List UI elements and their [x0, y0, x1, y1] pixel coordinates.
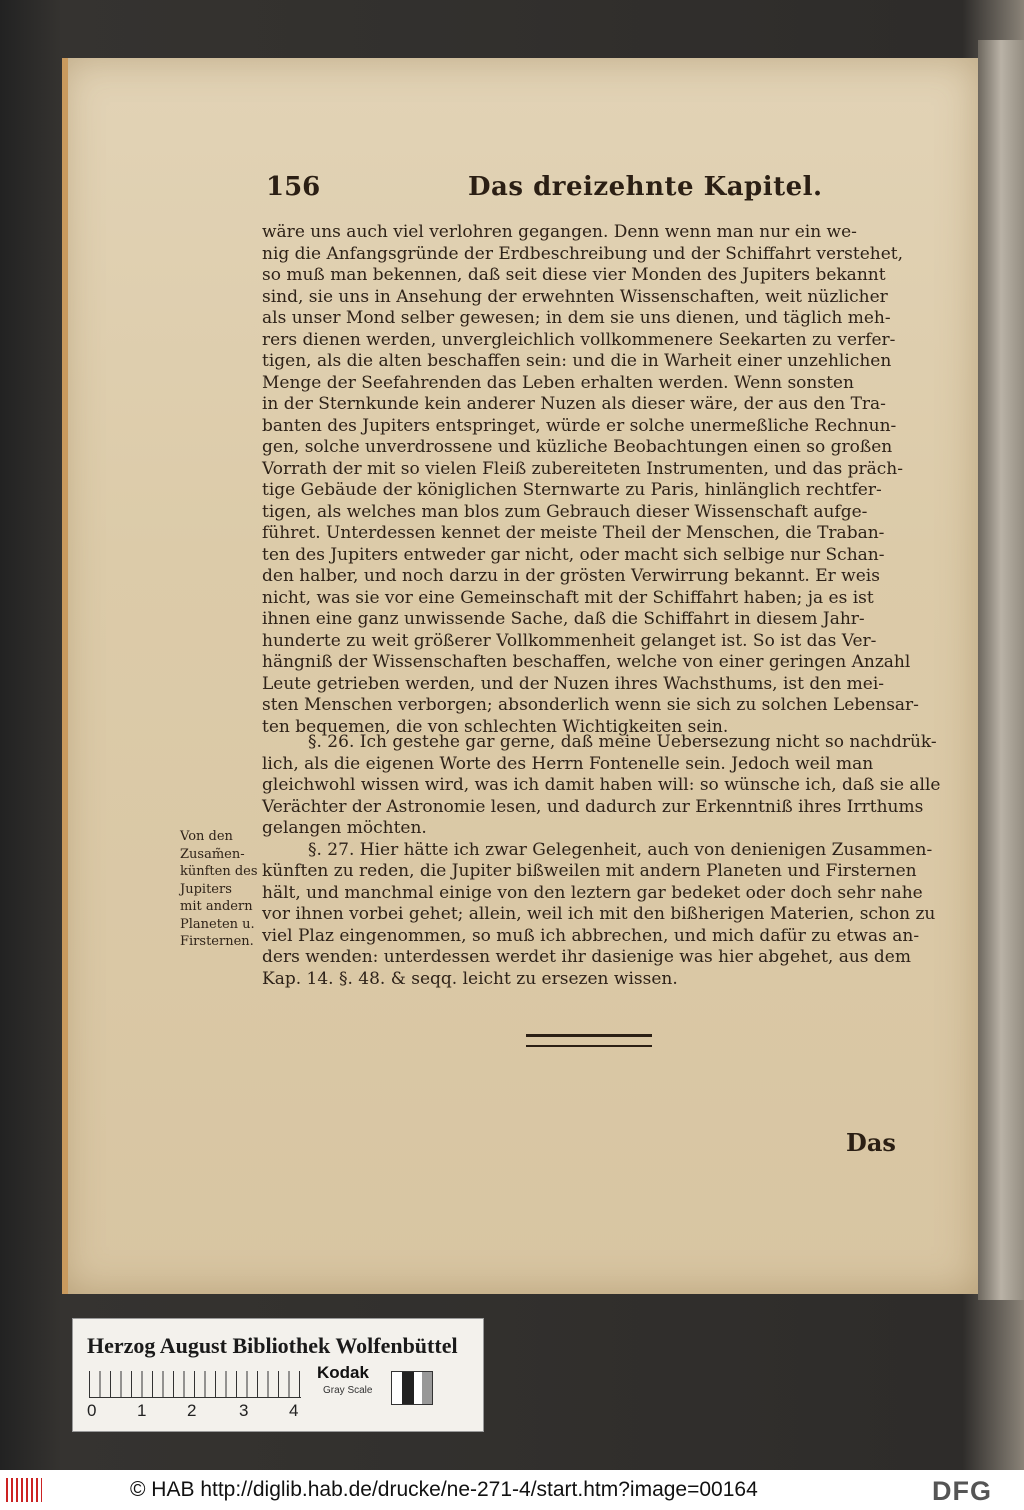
text-line: nicht, was sie vor eine Gemeinschaft mit der Schiffahrt haben; ja es ist — [262, 587, 874, 608]
text-line: hängniß der Wissenschaften beschaffen, welche von einer geringen Anzahl — [262, 652, 911, 672]
gray-scale-label: Gray Scale — [323, 1385, 373, 1396]
scale-ruler — [89, 1371, 301, 1398]
text-line: ten des Jupiters entweder gar nicht, oder macht sich selbige nur Schan- — [262, 544, 885, 565]
ruler-number: 1 — [137, 1401, 147, 1420]
text-line: ten bequemen, die von schlechten Wichtigkeiten sein. — [262, 716, 729, 737]
text-line: tige Gebäude der königlichen Sternwarte zu Paris, hinlänglich rechtfer- — [262, 480, 882, 500]
text-line: viel Plaz eingenommen, so muß ich abbrechen, und mich dafür zu etwas an- — [262, 925, 920, 946]
text-line: §. 26. Ich gestehe gar gerne, daß meine Uebersezung nicht so nachdrük- — [308, 732, 937, 752]
hab-logo-icon — [6, 1478, 42, 1502]
text-line: hunderte zu weit größerer Vollkommenheit gelanget ist. So ist das Ver- — [262, 630, 877, 651]
text-line: Kap. 14. §. 48. & seqq. leicht zu ersezen wissen. — [262, 968, 678, 989]
marginal-line: mit andern — [180, 899, 253, 914]
library-color-card — [72, 1318, 484, 1432]
marginal-line: Zusam̃en- — [180, 846, 245, 862]
text-line: tigen, als welches man blos zum Gebrauch dieser Wissenschaft aufge- — [262, 501, 868, 522]
marginal-line: künften des — [180, 864, 258, 879]
text-line: so muß man bekennen, daß seit diese vier Monden des Jupiters bekannt — [262, 265, 886, 285]
text-line: Vorrath der mit so vielen Fleiß zubereiteten Instrumenten, und das präch- — [262, 458, 903, 479]
ruler-number: 4 — [289, 1401, 299, 1420]
ruler-number: 0 — [87, 1401, 97, 1420]
text-line: banten des Jupiters entspringet, würde er solche unermeßliche Rechnun- — [262, 415, 897, 436]
catchword: Das — [846, 1128, 896, 1157]
library-name: Herzog August Bibliothek Wolfenbüttel — [87, 1333, 458, 1358]
text-line: gelangen möchten. — [262, 818, 427, 838]
footer-credit-link[interactable]: © HAB http://diglib.hab.de/drucke/ne-271-4/start.htm?image=00164 — [130, 1478, 758, 1501]
marginal-line: Jupiters — [180, 881, 232, 897]
running-head: Das dreizehnte Kapitel. — [468, 172, 823, 202]
kodak-logo: Kodak — [317, 1363, 369, 1382]
text-line: rers dienen werden, unvergleichlich vollkommenere Seekarten zu verfer- — [262, 329, 896, 350]
text-line: Leute getrieben werden, und der Nuzen ihres Wachsthums, ist den mei- — [262, 673, 885, 694]
marginal-note — [180, 828, 264, 951]
text-line: sten Menschen verborgen; absonderlich wenn sie sich zu solchen Lebensar- — [262, 695, 919, 715]
text-line: hält, und manchmal einige von den leztern gar bedeket oder doch sehr nahe — [262, 882, 923, 903]
page-header — [266, 172, 906, 212]
text-line: §. 27. Hier hätte ich zwar Gelegenheit, auch von denienigen Zusammen- — [308, 839, 933, 860]
text-line: als unser Mond selber gewesen; in dem sie uns dienen, und täglich meh- — [262, 308, 891, 328]
text-line: wäre uns auch viel verlohren gegangen. Denn wenn man nur ein we- — [262, 222, 857, 242]
text-line: ders wenden: unterdessen werdet ihr dasienige was hier abgehet, aus dem — [262, 947, 911, 967]
text-line: Verächter der Astronomie lesen, und dadurch zur Erkenntniß ihres Irrthums — [262, 796, 924, 817]
text-line: in der Sternkunde kein anderer Nuzen als dieser wäre, der aus den Tra- — [262, 394, 886, 414]
text-line: gen, solche unverdrossene und küzliche Beobachtungen einen so großen — [262, 437, 893, 457]
text-line: tigen, als die alten beschaffen sein: und die in Warheit einer unzehlichen — [262, 351, 892, 371]
page-edge — [62, 58, 68, 1294]
text-line: Menge der Seefahrenden das Leben erhalten werden. Wenn sonsten — [262, 372, 854, 393]
dfg-logo: DFG — [932, 1476, 992, 1506]
section-rule — [526, 1034, 652, 1047]
text-line: künften zu reden, die Jupiter bißweilen mit andern Planeten und Firsternen — [262, 861, 917, 881]
text-line: ihnen eine ganz unwissende Sache, daß die Schiffahrt in diesem Jahr- — [262, 609, 865, 629]
footer-bar — [0, 1470, 1024, 1510]
marginal-line: Firsternen. — [180, 934, 254, 949]
text-line: vor ihnen vorbei gehet; allein, weil ich mit den bißherigen Materien, schon zu — [262, 904, 936, 924]
page-number: 156 — [266, 172, 321, 202]
paragraphs-26-27 — [262, 732, 941, 990]
text-line: nig die Anfangsgründe der Erdbeschreibung und der Schiffahrt verstehet, — [262, 243, 904, 264]
text-line: den halber, und noch darzu in der grösten Verwirrung bekannt. Er weis — [262, 566, 880, 586]
text-line: sind, sie uns in Ansehung der erwehnten Wissenschaften, weit nüzlicher — [262, 286, 888, 307]
marginal-line: Planeten u. — [180, 916, 255, 932]
ruler-number: 3 — [239, 1401, 249, 1420]
main-text — [262, 222, 919, 738]
ruler-number: 2 — [187, 1401, 197, 1420]
next-page-edge — [978, 40, 1024, 1300]
gray-swatch — [391, 1371, 433, 1405]
text-line: führet. Unterdessen kennet der meiste Theil der Menschen, die Traban- — [262, 523, 885, 543]
text-line: gleichwohl wissen wird, was ich damit haben will: so wünsche ich, daß sie alle — [262, 775, 941, 795]
text-line: lich, als die eigenen Worte des Herrn Fontenelle sein. Jedoch weil man — [262, 753, 874, 774]
marginal-line: Von den — [180, 829, 233, 844]
